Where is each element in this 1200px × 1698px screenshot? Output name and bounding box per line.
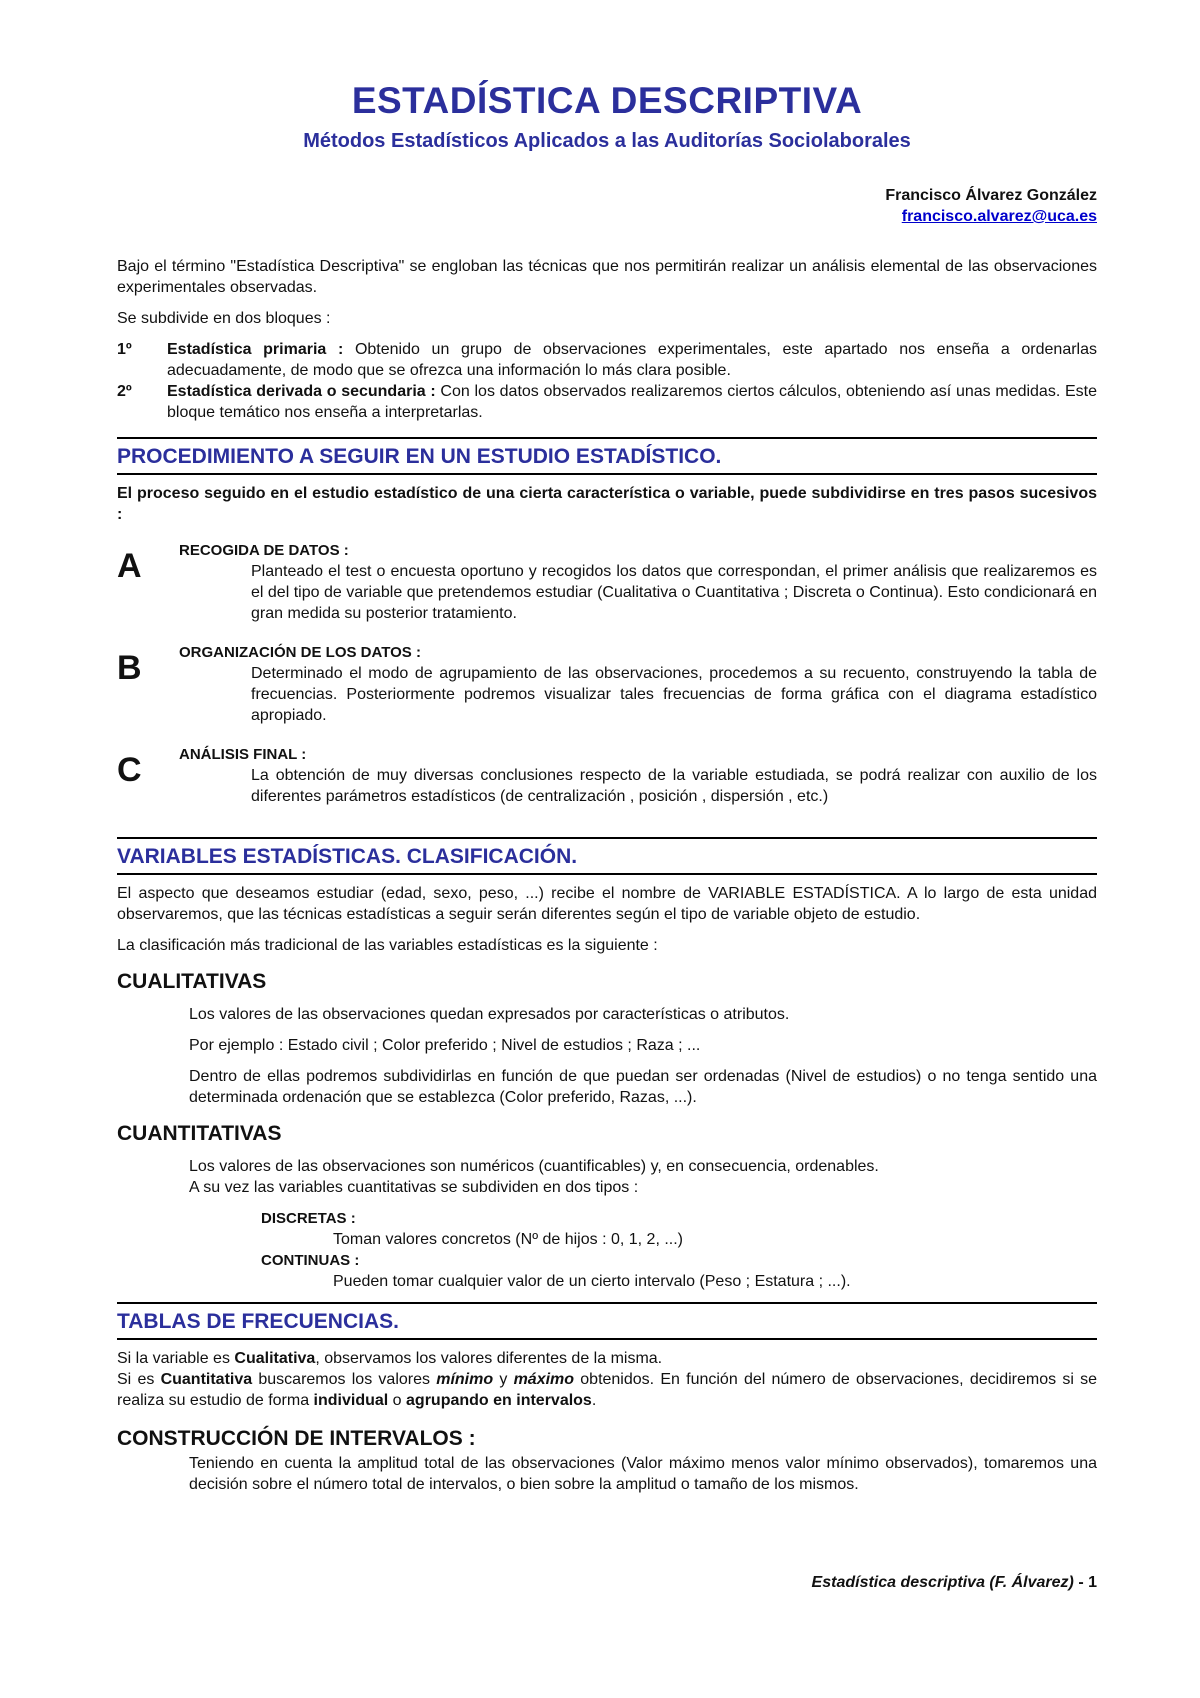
- step-title: ORGANIZACIÓN DE LOS DATOS :: [179, 644, 421, 661]
- block-item-number: 1º: [117, 341, 132, 358]
- qualitative-definition: Los valores de las observaciones quedan expresados por características o atributos.: [189, 1006, 790, 1023]
- block-item-primary: [117, 339, 1097, 381]
- block-item-body: [167, 339, 1097, 381]
- quantitative-types-lead: A su vez las variables cuantitativas se subdividen en dos tipos :: [189, 1179, 639, 1196]
- document-title: ESTADÍSTICA DESCRIPTIVA: [351, 80, 863, 121]
- subheading-qualitative: CUALITATIVAS: [117, 970, 267, 993]
- text-run-bold: agrupando en intervalos: [406, 1392, 592, 1409]
- procedure-lead: El proceso seguido en el estudio estadístico de una cierta característica o variable, puede subdividirse en tres pasos sucesivos :: [117, 485, 1097, 523]
- text-run: .: [591, 1392, 597, 1409]
- subheading-quantitative: CUANTITATIVAS: [117, 1122, 282, 1145]
- text-run: , observamos los valores diferentes de la misma.: [315, 1350, 663, 1367]
- block-item-title: Estadística primaria :: [167, 341, 344, 358]
- text-run-bold-italic: mínimo: [436, 1371, 494, 1388]
- step-text: Planteado el test o encuesta oportuno y recogidos los datos que correspondan, el primer análisis que realizaremos es el del tipo de variable que pretendemos estudiar (Cualitativa o Cuantitativa ; Discreta o Continua). Esto condicionará en gran medida su posterior tratamiento.: [251, 563, 1097, 622]
- tables-line-qualitative: [117, 1348, 1097, 1369]
- step-letter: B: [117, 649, 142, 687]
- qualitative-example: Por ejemplo : Estado civil ; Color preferido ; Nivel de estudios ; Raza ; ...: [189, 1037, 701, 1054]
- document-page: [117, 80, 1097, 1495]
- block-item-body: [167, 381, 1097, 423]
- qualitative-subdivision: Dentro de ellas podremos subdividirlas en función de que puedan ser ordenadas (Nivel de estudios) o no tenga sentido una determinada ordenación que se establezca (Color preferido, Razas, ...).: [189, 1068, 1097, 1106]
- text-run-bold-italic: máximo: [513, 1371, 575, 1388]
- text-run: Si es: [117, 1371, 161, 1388]
- intro-paragraph: Bajo el término "Estadística Descriptiva" se engloban las técnicas que nos permitirán realizar un análisis elemental de las observaciones experimentales observadas.: [117, 258, 1097, 296]
- step-title: ANÁLISIS FINAL :: [179, 746, 307, 763]
- text-run-bold: Cualitativa: [234, 1350, 316, 1367]
- variables-paragraph: El aspecto que deseamos estudiar (edad, sexo, peso, ...) recibe el nombre de VARIABLE ESTADÍSTICA. A lo largo de esta unidad observaremos, que las técnicas estadísticas a seguir serán diferentes según el tipo de variable objeto de estudio.: [117, 885, 1097, 923]
- tables-line-quantitative: [117, 1369, 1097, 1411]
- variables-classification-lead: La clasificación más tradicional de las variables estadísticas es la siguiente :: [117, 937, 658, 954]
- page-footer: [812, 1574, 1097, 1592]
- continuous-title: CONTINUAS :: [261, 1252, 360, 1269]
- block-item-text: Con los datos observados realizaremos ciertos cálculos, obteniendo así unas medidas. Este bloque temático nos enseña a interpretarlas.: [167, 383, 1097, 421]
- section-heading-procedure: PROCEDIMIENTO A SEGUIR EN UN ESTUDIO ESTADÍSTICO.: [117, 437, 1097, 475]
- subheading-intervals: CONSTRUCCIÓN DE INTERVALOS :: [117, 1427, 476, 1450]
- block-item-secondary: [117, 381, 1097, 423]
- text-run: buscaremos los valores: [252, 1371, 437, 1388]
- block-item-text: Obtenido un grupo de observaciones experimentales, este apartado nos enseña a ordenarlas adecuadamente, de modo que se ofrezca una información lo más clara posible.: [167, 341, 1098, 379]
- intro-blocks-lead: Se subdivide en dos bloques :: [117, 310, 331, 327]
- continuous-text: Pueden tomar cualquier valor de un cierto intervalo (Peso ; Estatura ; ...).: [333, 1273, 851, 1290]
- step-content: [179, 541, 1097, 624]
- step-a: [117, 541, 1097, 624]
- step-title: RECOGIDA DE DATOS :: [179, 542, 349, 559]
- text-run: y: [493, 1371, 514, 1388]
- section-heading-frequency-tables: TABLAS DE FRECUENCIAS.: [117, 1302, 1097, 1340]
- step-content: [179, 643, 1097, 726]
- step-content: [179, 745, 1097, 807]
- text-run: obtenidos. En función del número de observaciones, decidiremos si se realiza su estudio de forma: [117, 1371, 1098, 1409]
- block-item-title: Estadística derivada o secundaria :: [167, 383, 436, 400]
- page-number: - 1: [1073, 1574, 1097, 1591]
- text-run-bold: individual: [313, 1392, 389, 1409]
- discrete-text: Toman valores concretos (Nº de hijos : 0, 1, 2, ...): [333, 1231, 683, 1248]
- section-heading-variables: VARIABLES ESTADÍSTICAS. CLASIFICACIÓN.: [117, 837, 1097, 875]
- author-email-link[interactable]: francisco.alvarez@uca.es: [901, 208, 1097, 225]
- step-letter: C: [117, 751, 142, 789]
- step-letter: A: [117, 547, 142, 585]
- step-c: [117, 745, 1097, 807]
- block-item-number: 2º: [117, 383, 132, 400]
- step-text: La obtención de muy diversas conclusiones respecto de la variable estudiada, se podrá realizar con auxilio de los diferentes parámetros estadísticos (de centralización , posición , dispersión , etc.): [251, 767, 1097, 805]
- quantitative-definition: Los valores de las observaciones son numéricos (cuantificables) y, en consecuencia, ordenables.: [189, 1158, 879, 1175]
- footer-label: Estadística descriptiva (F. Álvarez): [811, 1574, 1074, 1591]
- discrete-title: DISCRETAS :: [261, 1210, 356, 1227]
- document-subtitle: Métodos Estadísticos Aplicados a las Auditorías Sociolaborales: [303, 130, 911, 152]
- text-run: o: [388, 1392, 407, 1409]
- step-text: Determinado el modo de agrupamiento de las observaciones, procedemos a su recuento, construyendo la tabla de frecuencias. Posteriormente podremos visualizar tales frecuencias de forma gráfica con el diagrama estadístico apropiado.: [251, 665, 1097, 724]
- author-block: [117, 187, 1097, 226]
- author-name: Francisco Álvarez González: [885, 187, 1097, 204]
- text-run-bold: Cuantitativa: [160, 1371, 253, 1388]
- step-b: [117, 643, 1097, 726]
- text-run: Si la variable es: [117, 1350, 235, 1367]
- intervals-text: Teniendo en cuenta la amplitud total de las observaciones (Valor máximo menos valor mínimo observados), tomaremos una decisión sobre el número total de intervalos, o bien sobre la amplitud o tamaño de los mismos.: [189, 1455, 1097, 1493]
